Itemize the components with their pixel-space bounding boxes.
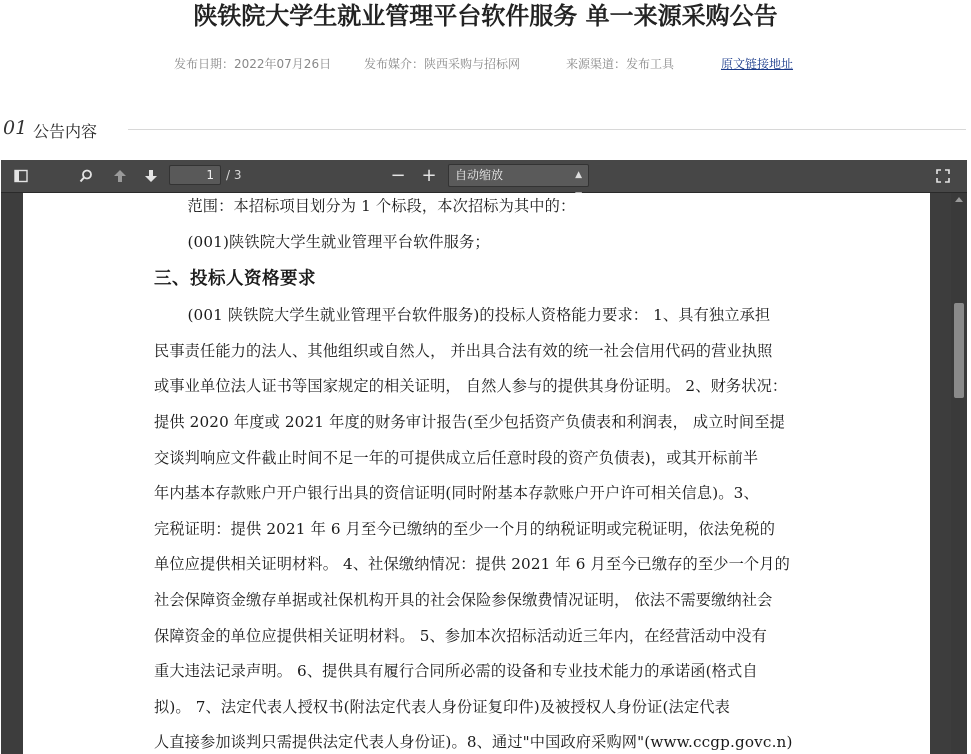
paragraph-line: 或事业单位法人证书等国家规定的相关证明， 自然人参与的提供其身份证明。 2、财务状况： bbox=[154, 377, 788, 396]
publish-media: 发布媒介：陕西采购与招标网 bbox=[364, 57, 521, 71]
page-number-input[interactable]: 1 bbox=[169, 165, 221, 185]
zoom-in-button[interactable]: + bbox=[421, 165, 437, 186]
fullscreen-icon-graphic bbox=[936, 169, 950, 183]
section-label: 公告内容 bbox=[33, 122, 98, 141]
previous-page-button[interactable] bbox=[106, 164, 134, 188]
paragraph-line: 提供 2020 年度或 2021 年度的财务审计报告(至少包括资产负债表和利润表， 成立时间至提 bbox=[154, 412, 785, 431]
pdf-page bbox=[23, 193, 930, 754]
zoom-out-button[interactable]: − bbox=[390, 165, 406, 186]
search-icon-graphic bbox=[79, 169, 93, 183]
scroll-thumb[interactable] bbox=[954, 303, 964, 398]
arrow-up-icon bbox=[113, 169, 127, 183]
paragraph-line: 重大违法记录声明。 6、提供具有履行合同所必需的设备和专业技术能力的承诺函(格式自 bbox=[154, 662, 758, 681]
sidebar-toggle-icon[interactable] bbox=[7, 164, 35, 188]
page-title: 陕铁院大学生就业管理平台软件服务 单一来源采购公告 bbox=[193, 2, 778, 30]
fullscreen-icon[interactable] bbox=[929, 164, 957, 188]
page-content bbox=[154, 193, 794, 754]
document-line: 范围：本招标项目划分为 1 个标段，本次招标为其中的： bbox=[187, 197, 576, 215]
zoom-select-value: 自动缩放 bbox=[455, 168, 504, 182]
document-line: (001)陕铁院大学生就业管理平台软件服务； bbox=[187, 232, 490, 251]
zoom-select[interactable] bbox=[448, 164, 589, 187]
pdf-toolbar bbox=[1, 160, 967, 193]
paragraph-line: 年内基本存款账户开户银行出具的资信证明(同时附基本存款账户开户许可相关信息)。3、 bbox=[154, 484, 759, 503]
sidebar-toggle-icon-graphic bbox=[14, 169, 28, 183]
chevron-updown-icon: ▲ bbox=[575, 170, 582, 180]
paragraph-line: 拟)。 7、法定代表人授权书(附法定代表人身份证复印件)及被授权人身份证(法定代表 bbox=[154, 697, 730, 716]
paragraph-line: (001 陕铁院大学生就业管理平台软件服务)的投标人资格能力要求： 1、具有独立承担 bbox=[187, 306, 771, 325]
document-paragraph bbox=[154, 298, 794, 754]
paragraph-line: 保障资金的单位应提供相关证明材料。 5、参加本次招标活动近三年内，在经营活动中没有 bbox=[154, 626, 767, 645]
section-number: 01 bbox=[3, 117, 28, 139]
original-link[interactable]: 原文链接地址 bbox=[721, 57, 794, 71]
search-icon[interactable] bbox=[72, 164, 100, 188]
next-page-button[interactable] bbox=[137, 164, 165, 188]
source-channel: 来源渠道：发布工具 bbox=[566, 57, 675, 71]
scroll-up-icon[interactable] bbox=[955, 197, 963, 202]
pdf-viewer bbox=[1, 160, 967, 754]
paragraph-line: 社会保障资金缴存单据或社保机构开具的社会保险参保缴费情况证明， 依法不需要缴纳社会 bbox=[154, 590, 773, 609]
meta-bar bbox=[0, 55, 971, 71]
document-area[interactable] bbox=[1, 193, 951, 754]
paragraph-line: 单位应提供相关证明材料。 4、社保缴纳情况：提供 2021 年 6 月至今已缴存的至少一个月的 bbox=[154, 555, 790, 574]
paragraph-line: 交谈判响应文件截止时间不足一年的可提供成立后任意时段的资产负债表)，或其开标前半 bbox=[154, 448, 759, 467]
arrow-down-icon bbox=[144, 169, 158, 183]
document-heading: 三、投标人资格要求 bbox=[154, 269, 316, 290]
page-total: / 3 bbox=[226, 168, 242, 182]
publish-date: 发布日期：2022年07月26日 bbox=[174, 57, 332, 71]
paragraph-line: 人直接参加谈判只需提供法定代表人身份证)。8、通过"中国政府采购网"(www.ccgp.govc.n) bbox=[154, 733, 793, 752]
vertical-scrollbar[interactable] bbox=[951, 193, 967, 754]
paragraph-line: 民事责任能力的法人、其他组织或自然人， 并出具合法有效的统一社会信用代码的营业执照 bbox=[154, 341, 773, 360]
section-divider bbox=[128, 129, 966, 130]
section-header bbox=[0, 117, 971, 141]
paragraph-line: 完税证明：提供 2021 年 6 月至今已缴纳的至少一个月的纳税证明或完税证明，依法免税的 bbox=[154, 519, 776, 538]
